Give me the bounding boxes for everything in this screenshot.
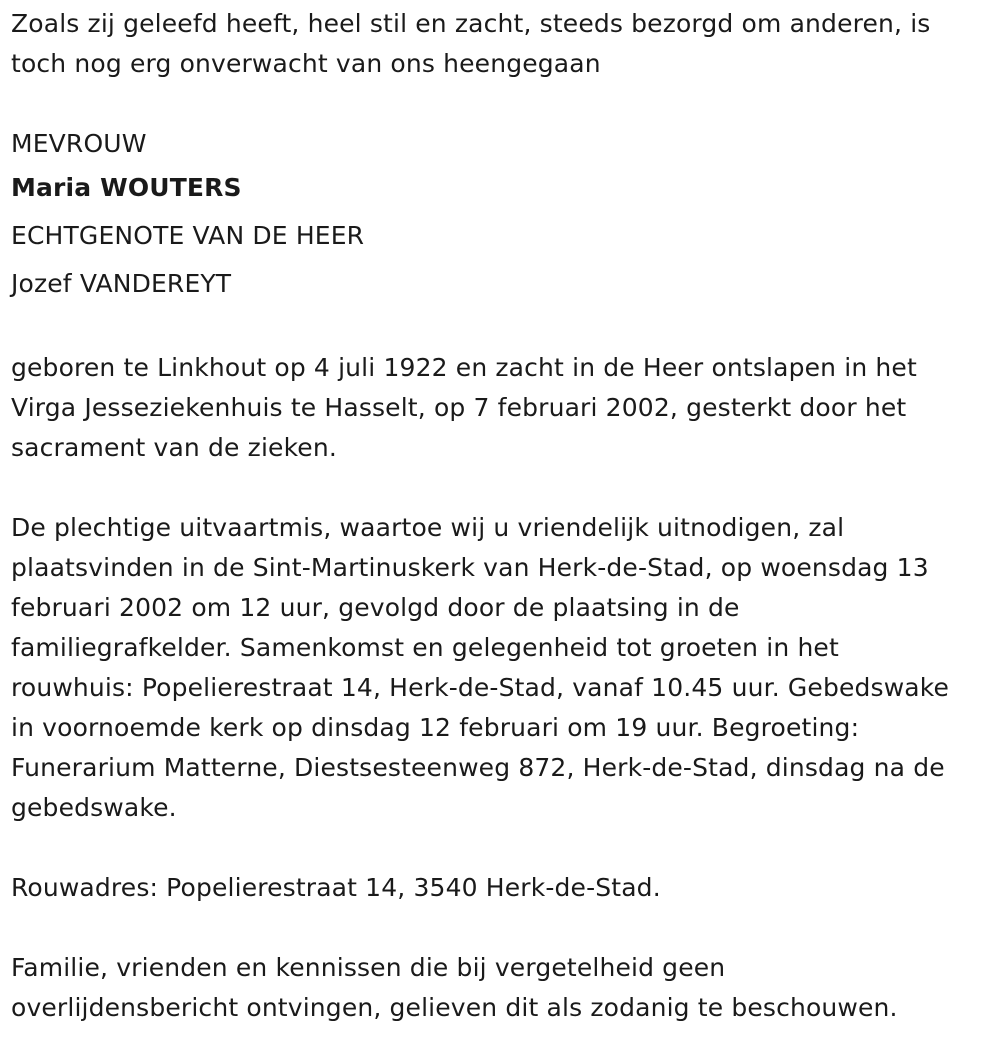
death-notice xyxy=(11,4,996,1028)
birth-death-line: Virga Jesseziekenhuis te Hasselt, op 7 februari 2002, gesterkt door het xyxy=(11,393,907,422)
birth-death-paragraph xyxy=(11,348,996,468)
deceased-spouse: Jozef VANDEREYT xyxy=(11,269,232,298)
intro-paragraph xyxy=(11,4,996,84)
funeral-paragraph xyxy=(11,508,996,828)
intro-line: toch nog erg onverwacht van ons heengegaan xyxy=(11,49,601,78)
closing-line: Familie, vrienden en kennissen die bij vergetelheid geen xyxy=(11,953,726,982)
paragraph-spacer xyxy=(11,308,996,348)
funeral-line: gebedswake. xyxy=(11,793,177,822)
paragraph-spacer xyxy=(11,84,996,124)
address-paragraph xyxy=(11,868,996,908)
intro-line: Zoals zij geleefd heeft, heel stil en zacht, steeds bezorgd om anderen, is xyxy=(11,9,931,38)
closing-line: overlijdensbericht ontvingen, gelieven dit als zodanig te beschouwen. xyxy=(11,993,898,1022)
funeral-line: Funerarium Matterne, Diestsesteenweg 872, Herk-de-Stad, dinsdag na de xyxy=(11,753,945,782)
closing-paragraph xyxy=(11,948,996,1028)
funeral-line: februari 2002 om 12 uur, gevolgd door de plaatsing in de xyxy=(11,593,740,622)
funeral-line: rouwhuis: Popelierestraat 14, Herk-de-Stad, vanaf 10.45 uur. Gebedswake xyxy=(11,673,950,702)
address-line: Rouwadres: Popelierestraat 14, 3540 Herk-de-Stad. xyxy=(11,873,661,902)
deceased-title: MEVROUW xyxy=(11,129,147,158)
paragraph-spacer xyxy=(11,828,996,868)
deceased-name: Maria WOUTERS xyxy=(11,173,242,202)
funeral-line: in voornoemde kerk op dinsdag 12 februari om 19 uur. Begroeting: xyxy=(11,713,860,742)
funeral-line: plaatsvinden in de Sint-Martinuskerk van Herk-de-Stad, op woensdag 13 xyxy=(11,553,929,582)
birth-death-line: geboren te Linkhout op 4 juli 1922 en zacht in de Heer ontslapen in het xyxy=(11,353,917,382)
funeral-line: familiegrafkelder. Samenkomst en gelegenheid tot groeten in het xyxy=(11,633,839,662)
birth-death-line: sacrament van de zieken. xyxy=(11,433,337,462)
deceased-block xyxy=(11,124,996,308)
paragraph-spacer xyxy=(11,468,996,508)
deceased-relation: ECHTGENOTE VAN DE HEER xyxy=(11,221,365,250)
funeral-line: De plechtige uitvaartmis, waartoe wij u vriendelijk uitnodigen, zal xyxy=(11,513,845,542)
paragraph-spacer xyxy=(11,908,996,948)
